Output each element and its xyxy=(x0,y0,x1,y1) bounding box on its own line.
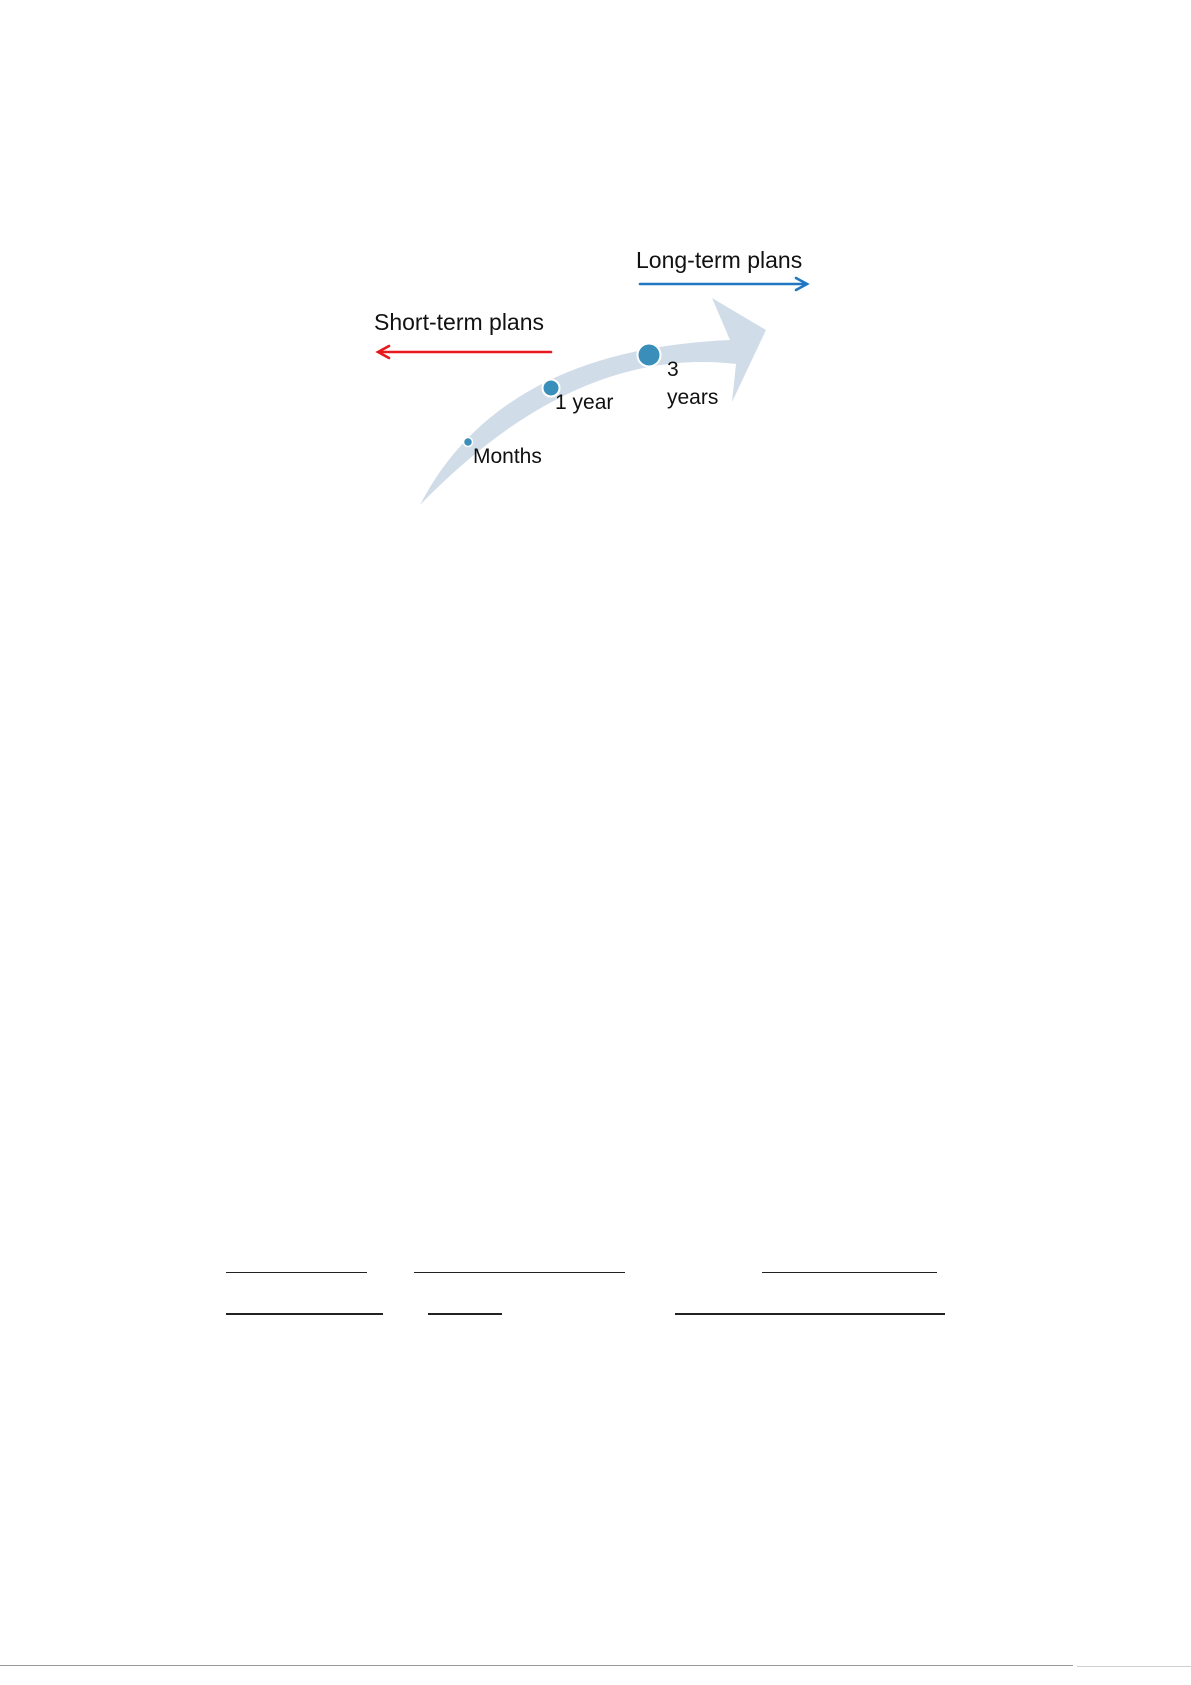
blank-line[interactable] xyxy=(428,1313,502,1315)
planning-horizon-diagram xyxy=(0,0,1191,560)
short-term-arrow xyxy=(378,346,551,358)
blank-line[interactable] xyxy=(226,1313,383,1315)
long-term-arrow xyxy=(640,278,807,290)
point-months xyxy=(464,438,473,447)
three-years-label-line2: years xyxy=(667,386,719,409)
short-term-plans-label: Short-term plans xyxy=(374,309,545,335)
footer-rule xyxy=(0,1665,1073,1666)
footer-rule-right xyxy=(1077,1666,1191,1667)
blank-line[interactable] xyxy=(226,1272,367,1273)
blank-line[interactable] xyxy=(414,1272,625,1273)
long-term-plans-label: Long-term plans xyxy=(636,247,803,273)
one-year-label: 1 year xyxy=(555,391,614,414)
blank-line[interactable] xyxy=(762,1272,937,1273)
months-label: Months xyxy=(473,445,542,468)
three-years-label-line1: 3 xyxy=(667,358,679,381)
blank-line[interactable] xyxy=(675,1313,945,1315)
point-three-years xyxy=(638,344,661,367)
